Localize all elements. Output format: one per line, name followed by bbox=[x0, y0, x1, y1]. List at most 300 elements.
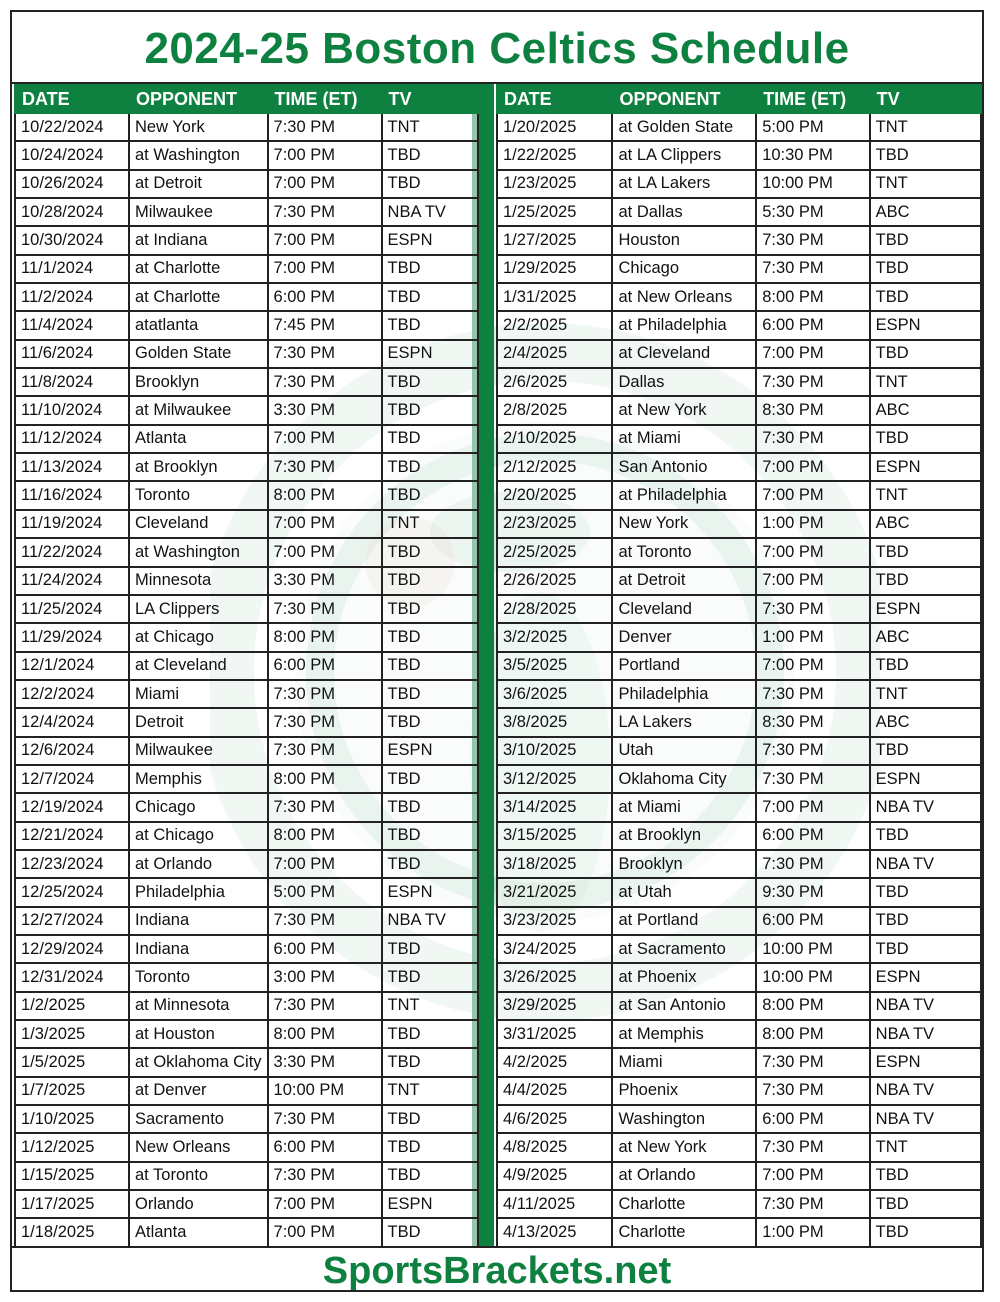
game-date: 4/6/2025 bbox=[497, 1105, 612, 1133]
game-date: 11/10/2024 bbox=[15, 396, 129, 424]
game-time: 7:00 PM bbox=[756, 481, 869, 509]
game-time: 7:30 PM bbox=[268, 992, 382, 1020]
game-tv: TBD bbox=[870, 340, 981, 368]
table-row bbox=[497, 793, 981, 821]
game-opponent: Toronto bbox=[129, 481, 268, 509]
table-row bbox=[497, 453, 981, 481]
game-date: 11/19/2024 bbox=[15, 510, 129, 538]
game-tv: TBD bbox=[382, 1133, 478, 1161]
game-tv: TBD bbox=[382, 708, 478, 736]
game-time: 7:00 PM bbox=[756, 538, 869, 566]
game-date: 12/27/2024 bbox=[15, 907, 129, 935]
game-time: 7:30 PM bbox=[756, 1077, 869, 1105]
game-tv: TNT bbox=[382, 1077, 478, 1105]
game-opponent: Dallas bbox=[612, 368, 756, 396]
game-date: 3/2/2025 bbox=[497, 623, 612, 651]
game-opponent: at Sacramento bbox=[612, 935, 756, 963]
schedule-sheet bbox=[10, 10, 984, 1292]
game-time: 6:00 PM bbox=[756, 822, 869, 850]
table-row bbox=[15, 368, 478, 396]
game-opponent: New York bbox=[129, 113, 268, 141]
game-tv: TNT bbox=[382, 992, 478, 1020]
table-row bbox=[15, 567, 478, 595]
game-opponent: Houston bbox=[612, 226, 756, 254]
table-row bbox=[497, 765, 981, 793]
table-row bbox=[15, 283, 478, 311]
table-row bbox=[497, 368, 981, 396]
game-date: 1/3/2025 bbox=[15, 1020, 129, 1048]
game-tv: TBD bbox=[870, 822, 981, 850]
game-tv: TBD bbox=[870, 935, 981, 963]
game-opponent: Indiana bbox=[129, 935, 268, 963]
game-time: 6:00 PM bbox=[268, 652, 382, 680]
game-opponent: Charlotte bbox=[612, 1218, 756, 1246]
game-opponent: at Miami bbox=[612, 425, 756, 453]
game-date: 1/7/2025 bbox=[15, 1077, 129, 1105]
game-time: 7:00 PM bbox=[756, 340, 869, 368]
game-time: 3:30 PM bbox=[268, 1048, 382, 1076]
game-tv: TNT bbox=[870, 481, 981, 509]
table-row bbox=[497, 425, 981, 453]
game-opponent: at Charlotte bbox=[129, 283, 268, 311]
game-date: 1/15/2025 bbox=[15, 1162, 129, 1190]
game-opponent: at Philadelphia bbox=[612, 311, 756, 339]
game-date: 4/9/2025 bbox=[497, 1162, 612, 1190]
game-opponent: Brooklyn bbox=[612, 850, 756, 878]
game-time: 10:00 PM bbox=[756, 935, 869, 963]
game-date: 10/30/2024 bbox=[15, 226, 129, 254]
game-time: 7:30 PM bbox=[268, 595, 382, 623]
game-tv: TBD bbox=[870, 878, 981, 906]
table-row bbox=[15, 737, 478, 765]
game-date: 4/11/2025 bbox=[497, 1190, 612, 1218]
game-opponent: San Antonio bbox=[612, 453, 756, 481]
game-time: 8:00 PM bbox=[268, 481, 382, 509]
game-date: 12/29/2024 bbox=[15, 935, 129, 963]
game-date: 2/12/2025 bbox=[497, 453, 612, 481]
game-tv: TBD bbox=[870, 226, 981, 254]
game-tv: TBD bbox=[382, 368, 478, 396]
game-date: 1/23/2025 bbox=[497, 170, 612, 198]
table-row bbox=[15, 1190, 478, 1218]
game-opponent: Miami bbox=[129, 680, 268, 708]
column-header-tv: TV bbox=[382, 85, 478, 113]
game-time: 5:30 PM bbox=[756, 198, 869, 226]
game-time: 3:00 PM bbox=[268, 963, 382, 991]
table-row bbox=[15, 1218, 478, 1246]
game-time: 6:00 PM bbox=[268, 935, 382, 963]
game-tv: TBD bbox=[382, 170, 478, 198]
game-tv: TNT bbox=[870, 170, 981, 198]
game-date: 10/24/2024 bbox=[15, 141, 129, 169]
game-date: 10/26/2024 bbox=[15, 170, 129, 198]
game-tv: TBD bbox=[382, 765, 478, 793]
game-tv: TBD bbox=[382, 453, 478, 481]
game-time: 7:30 PM bbox=[756, 737, 869, 765]
table-row bbox=[497, 737, 981, 765]
game-tv: TBD bbox=[382, 652, 478, 680]
table-row bbox=[497, 1133, 981, 1161]
game-time: 8:00 PM bbox=[756, 283, 869, 311]
game-date: 4/13/2025 bbox=[497, 1218, 612, 1246]
header-row bbox=[15, 85, 478, 113]
game-opponent: Phoenix bbox=[612, 1077, 756, 1105]
game-opponent: at Utah bbox=[612, 878, 756, 906]
game-opponent: Detroit bbox=[129, 708, 268, 736]
game-date: 11/25/2024 bbox=[15, 595, 129, 623]
game-time: 6:00 PM bbox=[756, 1105, 869, 1133]
game-time: 8:30 PM bbox=[756, 708, 869, 736]
game-time: 7:30 PM bbox=[268, 1162, 382, 1190]
game-tv: TBD bbox=[382, 963, 478, 991]
table-row bbox=[15, 453, 478, 481]
table-row bbox=[497, 907, 981, 935]
table-row bbox=[497, 680, 981, 708]
table-row bbox=[497, 652, 981, 680]
game-tv: TBD bbox=[382, 1105, 478, 1133]
game-tv: TBD bbox=[382, 822, 478, 850]
game-date: 12/31/2024 bbox=[15, 963, 129, 991]
game-date: 11/16/2024 bbox=[15, 481, 129, 509]
game-date: 4/8/2025 bbox=[497, 1133, 612, 1161]
table-row bbox=[15, 170, 478, 198]
game-tv: NBA TV bbox=[870, 850, 981, 878]
game-opponent: Golden State bbox=[129, 340, 268, 368]
table-row bbox=[497, 850, 981, 878]
game-date: 3/29/2025 bbox=[497, 992, 612, 1020]
game-opponent: LA Lakers bbox=[612, 708, 756, 736]
game-tv: TBD bbox=[870, 1218, 981, 1246]
game-opponent: at Memphis bbox=[612, 1020, 756, 1048]
table-row bbox=[15, 198, 478, 226]
game-date: 12/7/2024 bbox=[15, 765, 129, 793]
game-time: 7:30 PM bbox=[756, 595, 869, 623]
game-date: 3/14/2025 bbox=[497, 793, 612, 821]
game-opponent: at Orlando bbox=[612, 1162, 756, 1190]
game-opponent: at Washington bbox=[129, 141, 268, 169]
game-opponent: at LA Clippers bbox=[612, 141, 756, 169]
column-header-opponent: OPPONENT bbox=[129, 85, 268, 113]
table-row bbox=[15, 481, 478, 509]
game-tv: ESPN bbox=[382, 878, 478, 906]
game-opponent: Portland bbox=[612, 652, 756, 680]
game-time: 7:30 PM bbox=[268, 340, 382, 368]
game-tv: NBA TV bbox=[382, 907, 478, 935]
game-opponent: at Golden State bbox=[612, 113, 756, 141]
game-date: 3/18/2025 bbox=[497, 850, 612, 878]
game-opponent: at Denver bbox=[129, 1077, 268, 1105]
game-tv: NBA TV bbox=[382, 198, 478, 226]
game-date: 3/26/2025 bbox=[497, 963, 612, 991]
game-time: 7:30 PM bbox=[268, 907, 382, 935]
game-date: 1/2/2025 bbox=[15, 992, 129, 1020]
game-opponent: at Dallas bbox=[612, 198, 756, 226]
game-time: 7:30 PM bbox=[756, 1133, 869, 1161]
game-tv: TBD bbox=[382, 680, 478, 708]
game-date: 1/31/2025 bbox=[497, 283, 612, 311]
game-opponent: at Washington bbox=[129, 538, 268, 566]
game-date: 1/17/2025 bbox=[15, 1190, 129, 1218]
table-row bbox=[497, 283, 981, 311]
game-time: 6:00 PM bbox=[268, 1133, 382, 1161]
table-row bbox=[497, 340, 981, 368]
game-tv: TBD bbox=[870, 1162, 981, 1190]
header-row bbox=[497, 85, 981, 113]
game-date: 2/23/2025 bbox=[497, 510, 612, 538]
game-tv: ABC bbox=[870, 198, 981, 226]
game-time: 7:30 PM bbox=[268, 1105, 382, 1133]
game-opponent: Chicago bbox=[612, 255, 756, 283]
game-time: 7:00 PM bbox=[268, 538, 382, 566]
game-opponent: at New York bbox=[612, 396, 756, 424]
game-opponent: Indiana bbox=[129, 907, 268, 935]
game-tv: TBD bbox=[382, 623, 478, 651]
game-time: 10:00 PM bbox=[756, 170, 869, 198]
game-opponent: at Orlando bbox=[129, 850, 268, 878]
game-time: 7:00 PM bbox=[756, 652, 869, 680]
game-date: 2/28/2025 bbox=[497, 595, 612, 623]
game-opponent: at Toronto bbox=[612, 538, 756, 566]
game-opponent: at San Antonio bbox=[612, 992, 756, 1020]
game-tv: TBD bbox=[382, 538, 478, 566]
game-time: 7:30 PM bbox=[756, 1048, 869, 1076]
table-row bbox=[15, 708, 478, 736]
game-time: 5:00 PM bbox=[268, 878, 382, 906]
game-date: 4/4/2025 bbox=[497, 1077, 612, 1105]
game-time: 7:00 PM bbox=[268, 226, 382, 254]
game-date: 1/27/2025 bbox=[497, 226, 612, 254]
game-opponent: at Philadelphia bbox=[612, 481, 756, 509]
game-opponent: at New Orleans bbox=[612, 283, 756, 311]
table-row bbox=[15, 992, 478, 1020]
game-tv: TBD bbox=[382, 935, 478, 963]
game-tv: TBD bbox=[870, 1190, 981, 1218]
game-date: 1/12/2025 bbox=[15, 1133, 129, 1161]
game-opponent: Orlando bbox=[129, 1190, 268, 1218]
column-header-opponent: OPPONENT bbox=[612, 85, 756, 113]
table-row bbox=[497, 255, 981, 283]
game-time: 7:30 PM bbox=[268, 113, 382, 141]
game-date: 11/8/2024 bbox=[15, 368, 129, 396]
game-time: 7:00 PM bbox=[268, 425, 382, 453]
game-date: 12/19/2024 bbox=[15, 793, 129, 821]
game-opponent: at Brooklyn bbox=[129, 453, 268, 481]
game-tv: NBA TV bbox=[870, 1077, 981, 1105]
table-row bbox=[15, 311, 478, 339]
game-opponent: Oklahoma City bbox=[612, 765, 756, 793]
game-tv: NBA TV bbox=[870, 793, 981, 821]
game-tv: TBD bbox=[870, 907, 981, 935]
table-row bbox=[497, 567, 981, 595]
table-row bbox=[497, 1077, 981, 1105]
game-tv: TNT bbox=[382, 113, 478, 141]
game-time: 7:00 PM bbox=[268, 141, 382, 169]
table-row bbox=[497, 878, 981, 906]
game-time: 8:00 PM bbox=[756, 1020, 869, 1048]
game-time: 7:00 PM bbox=[268, 1218, 382, 1246]
table-row bbox=[497, 1190, 981, 1218]
game-time: 1:00 PM bbox=[756, 1218, 869, 1246]
game-tv: TBD bbox=[382, 255, 478, 283]
game-opponent: at Cleveland bbox=[612, 340, 756, 368]
game-date: 2/6/2025 bbox=[497, 368, 612, 396]
game-opponent: at Houston bbox=[129, 1020, 268, 1048]
game-date: 11/24/2024 bbox=[15, 567, 129, 595]
game-date: 1/18/2025 bbox=[15, 1218, 129, 1246]
game-tv: ABC bbox=[870, 510, 981, 538]
game-opponent: at Detroit bbox=[129, 170, 268, 198]
table-row bbox=[497, 141, 981, 169]
table-row bbox=[15, 425, 478, 453]
table-row bbox=[15, 538, 478, 566]
table-row bbox=[15, 1162, 478, 1190]
game-date: 11/4/2024 bbox=[15, 311, 129, 339]
game-time: 7:30 PM bbox=[268, 198, 382, 226]
game-date: 4/2/2025 bbox=[497, 1048, 612, 1076]
game-date: 3/31/2025 bbox=[497, 1020, 612, 1048]
game-tv: TBD bbox=[382, 1218, 478, 1246]
game-tv: ESPN bbox=[870, 963, 981, 991]
game-time: 6:00 PM bbox=[756, 311, 869, 339]
game-date: 12/6/2024 bbox=[15, 737, 129, 765]
table-row bbox=[15, 1105, 478, 1133]
game-opponent: at LA Lakers bbox=[612, 170, 756, 198]
game-date: 1/20/2025 bbox=[497, 113, 612, 141]
game-date: 12/1/2024 bbox=[15, 652, 129, 680]
table-row bbox=[15, 623, 478, 651]
game-tv: ESPN bbox=[870, 595, 981, 623]
table-row bbox=[497, 935, 981, 963]
column-header-date: DATE bbox=[15, 85, 129, 113]
table-row bbox=[15, 822, 478, 850]
game-date: 3/15/2025 bbox=[497, 822, 612, 850]
game-opponent: Philadelphia bbox=[129, 878, 268, 906]
game-date: 11/6/2024 bbox=[15, 340, 129, 368]
game-tv: TBD bbox=[870, 283, 981, 311]
game-tv: ABC bbox=[870, 708, 981, 736]
game-opponent: Charlotte bbox=[612, 1190, 756, 1218]
column-header-time: TIME (ET) bbox=[756, 85, 869, 113]
game-date: 11/2/2024 bbox=[15, 283, 129, 311]
game-tv: ESPN bbox=[870, 1048, 981, 1076]
game-opponent: Washington bbox=[612, 1105, 756, 1133]
game-opponent: Chicago bbox=[129, 793, 268, 821]
table-row bbox=[15, 793, 478, 821]
page-title: 2024-25 Boston Celtics Schedule bbox=[144, 24, 850, 73]
game-time: 7:30 PM bbox=[268, 737, 382, 765]
game-opponent: at Chicago bbox=[129, 623, 268, 651]
game-opponent: atatlanta bbox=[129, 311, 268, 339]
game-date: 12/25/2024 bbox=[15, 878, 129, 906]
game-opponent: Philadelphia bbox=[612, 680, 756, 708]
game-opponent: at Toronto bbox=[129, 1162, 268, 1190]
game-time: 7:30 PM bbox=[268, 680, 382, 708]
table-row bbox=[15, 1133, 478, 1161]
game-time: 7:45 PM bbox=[268, 311, 382, 339]
schedule-table-left bbox=[14, 84, 479, 1248]
game-time: 9:30 PM bbox=[756, 878, 869, 906]
footer-site-name: SportsBrackets.net bbox=[12, 1246, 982, 1292]
game-date: 12/2/2024 bbox=[15, 680, 129, 708]
game-opponent: at New York bbox=[612, 1133, 756, 1161]
game-time: 6:00 PM bbox=[268, 283, 382, 311]
game-tv: NBA TV bbox=[870, 1020, 981, 1048]
game-date: 12/21/2024 bbox=[15, 822, 129, 850]
game-tv: TBD bbox=[382, 141, 478, 169]
game-opponent: at Phoenix bbox=[612, 963, 756, 991]
game-opponent: New York bbox=[612, 510, 756, 538]
game-time: 10:00 PM bbox=[756, 963, 869, 991]
table-row bbox=[15, 680, 478, 708]
game-time: 7:00 PM bbox=[268, 255, 382, 283]
table-row bbox=[497, 311, 981, 339]
game-date: 2/2/2025 bbox=[497, 311, 612, 339]
game-opponent: at Milwaukee bbox=[129, 396, 268, 424]
game-opponent: at Chicago bbox=[129, 822, 268, 850]
table-row bbox=[15, 340, 478, 368]
game-opponent: at Oklahoma City bbox=[129, 1048, 268, 1076]
game-time: 10:00 PM bbox=[268, 1077, 382, 1105]
table-row bbox=[15, 652, 478, 680]
game-date: 12/23/2024 bbox=[15, 850, 129, 878]
game-date: 2/26/2025 bbox=[497, 567, 612, 595]
game-opponent: Memphis bbox=[129, 765, 268, 793]
game-time: 8:00 PM bbox=[268, 765, 382, 793]
game-tv: ABC bbox=[870, 623, 981, 651]
game-tv: TBD bbox=[382, 1162, 478, 1190]
game-date: 10/22/2024 bbox=[15, 113, 129, 141]
table-row bbox=[497, 538, 981, 566]
game-tv: TBD bbox=[870, 737, 981, 765]
game-opponent: at Miami bbox=[612, 793, 756, 821]
game-date: 3/10/2025 bbox=[497, 737, 612, 765]
game-date: 10/28/2024 bbox=[15, 198, 129, 226]
game-time: 7:30 PM bbox=[268, 708, 382, 736]
game-opponent: Toronto bbox=[129, 963, 268, 991]
game-tv: TBD bbox=[382, 283, 478, 311]
game-time: 8:00 PM bbox=[756, 992, 869, 1020]
game-time: 7:00 PM bbox=[756, 567, 869, 595]
game-time: 7:00 PM bbox=[756, 453, 869, 481]
table-row bbox=[15, 1077, 478, 1105]
table-row bbox=[15, 963, 478, 991]
game-date: 1/25/2025 bbox=[497, 198, 612, 226]
game-time: 8:30 PM bbox=[756, 396, 869, 424]
game-tv: TBD bbox=[382, 1020, 478, 1048]
table-row bbox=[497, 113, 981, 141]
game-time: 7:00 PM bbox=[268, 850, 382, 878]
table-row bbox=[497, 226, 981, 254]
game-date: 2/20/2025 bbox=[497, 481, 612, 509]
game-tv: TNT bbox=[870, 113, 981, 141]
game-opponent: Minnesota bbox=[129, 567, 268, 595]
game-time: 7:00 PM bbox=[268, 170, 382, 198]
game-date: 1/22/2025 bbox=[497, 141, 612, 169]
table-row bbox=[497, 623, 981, 651]
game-time: 8:00 PM bbox=[268, 822, 382, 850]
game-date: 3/6/2025 bbox=[497, 680, 612, 708]
game-time: 7:30 PM bbox=[756, 1190, 869, 1218]
table-row bbox=[497, 1048, 981, 1076]
game-date: 1/10/2025 bbox=[15, 1105, 129, 1133]
game-date: 11/1/2024 bbox=[15, 255, 129, 283]
game-tv: TNT bbox=[870, 680, 981, 708]
table-row bbox=[15, 878, 478, 906]
game-time: 1:00 PM bbox=[756, 623, 869, 651]
game-date: 11/29/2024 bbox=[15, 623, 129, 651]
game-opponent: at Indiana bbox=[129, 226, 268, 254]
game-time: 10:30 PM bbox=[756, 141, 869, 169]
